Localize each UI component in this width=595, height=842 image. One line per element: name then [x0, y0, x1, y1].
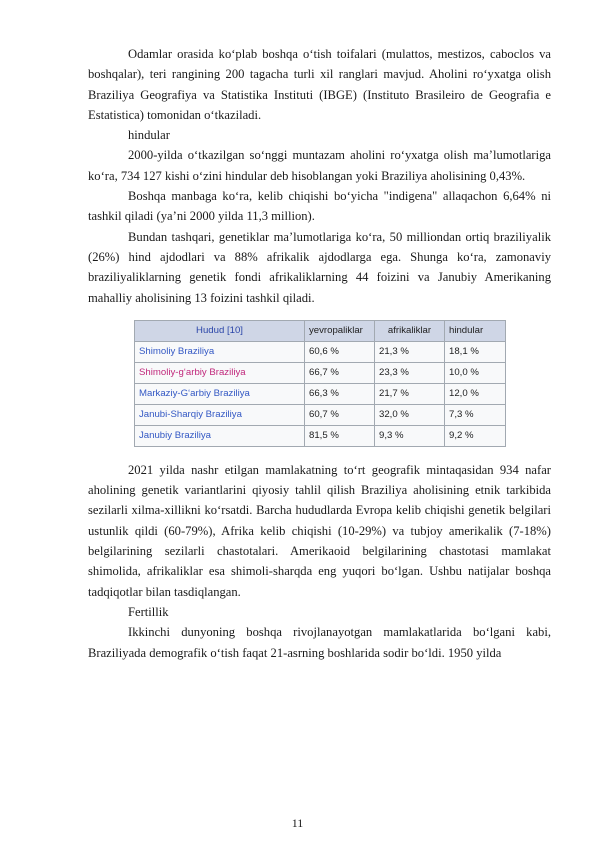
heading-fertility: Fertillik [128, 604, 169, 619]
table-cell: 12,0 % [445, 383, 506, 404]
table-cell: 23,3 % [375, 362, 445, 383]
table-cell: 66,3 % [305, 383, 375, 404]
header-region[interactable]: Hudud [10] [135, 320, 305, 341]
page-body [88, 44, 551, 663]
region-link[interactable]: Janubiy Braziliya [135, 425, 305, 446]
table-cell: 60,7 % [305, 404, 375, 425]
table-cell: 18,1 % [445, 341, 506, 362]
paragraph-skin-tones: Odamlar orasida koʻplab boshqa oʻtish toifalari (mulattos, mestizos, caboclos va boshqalar), teri rangining 200 tagacha turli xil ranglari mavjud. Aholini roʻyxatga olish Braziliya Geografiya va Statistika Instituti (IBGE) (Instituto Brasileiro de Geografia e Estatistica) tomonidan oʻtkaziladi. [88, 47, 551, 122]
ancestry-table [134, 320, 506, 447]
table-row [135, 383, 506, 404]
paragraph-census-2000: 2000-yilda oʻtkazilgan soʻnggi muntazam aholini roʻyxatga olish maʼlumotlariga koʻra, 734 127 kishi oʻzini hindular deb hisoblangan yoki Braziliya aholisining 0,43%. [88, 148, 551, 183]
table-cell: 7,3 % [445, 404, 506, 425]
table-cell: 60,6 % [305, 341, 375, 362]
ancestry-table-wrapper [134, 320, 505, 447]
region-link[interactable]: Shimoliy-gʻarbiy Braziliya [135, 362, 305, 383]
table-header-row [135, 320, 506, 341]
region-link[interactable]: Shimoliy Braziliya [135, 341, 305, 362]
region-link[interactable]: Janubi-Sharqiy Braziliya [135, 404, 305, 425]
header-africans: afrikaliklar [375, 320, 445, 341]
table-row [135, 362, 506, 383]
table-cell: 9,3 % [375, 425, 445, 446]
table-cell: 21,3 % [375, 341, 445, 362]
heading-hindular: hindular [128, 128, 170, 143]
paragraph-indigena: Boshqa manbaga koʻra, kelib chiqishi boʻyicha "indigena" allaqachon 6,64% ni tashkil qiladi (yaʼni 2000 yilda 11,3 million). [88, 189, 551, 224]
header-europeans: yevropaliklar [305, 320, 375, 341]
page-number: 11 [291, 816, 304, 830]
table-row [135, 425, 506, 446]
table-cell: 81,5 % [305, 425, 375, 446]
header-indigenous: hindular [445, 320, 506, 341]
paragraph-demographic-transition: Ikkinchi dunyoning boshqa rivojlanayotgan mamlakatlarida boʻlgani kabi, Braziliyada demografik oʻtish faqat 21-asrning boshlarida sodir boʻldi. 1950 yilda [88, 625, 551, 660]
paragraph-genetic-analysis: 2021 yilda nashr etilgan mamlakatning toʻrt geografik mintaqasidan 934 nafar aholining genetik variantlarini qiyosiy tahlil qilish Braziliya aholisining etnik tarkibida sezilarli xilma-xillikni koʻrsatdi. Barcha hududlarda Evropa kelib chiqishi genetik belgilari ustunlik qildi (60-79%), Afrika kelib chiqishi (10-29%) va tubjoy amerikalik (7-18%) belgilarining sezilarli chastotalari. Amerikaoid belgilarining chastotasi mamlakat shimolida, afrikaliklar esa shimoli-sharqda eng yuqori boʻlgan. Ushbu natijalar boshqa tadqiqotlar bilan tasdiqlangan. [88, 462, 551, 599]
table-row [135, 404, 506, 425]
table-cell: 9,2 % [445, 425, 506, 446]
table-cell: 32,0 % [375, 404, 445, 425]
table-cell: 21,7 % [375, 383, 445, 404]
paragraph-genetics: Bundan tashqari, genetiklar maʼlumotlariga koʻra, 50 milliondan ortiq braziliyalik (26%) hind ajdodlari va 88% afrikalik ajdodlarga ega. Shunga koʻra, zamonaviy braziliyaliklarning genetik fondi afrikaliklarning 44 foizini va Janubiy Amerikaning mahalliy aholisining 13 foizini tashkil qiladi. [88, 229, 551, 305]
region-link[interactable]: Markaziy-Gʻarbiy Braziliya [135, 383, 305, 404]
table-cell: 66,7 % [305, 362, 375, 383]
table-cell: 10,0 % [445, 362, 506, 383]
table-row [135, 341, 506, 362]
